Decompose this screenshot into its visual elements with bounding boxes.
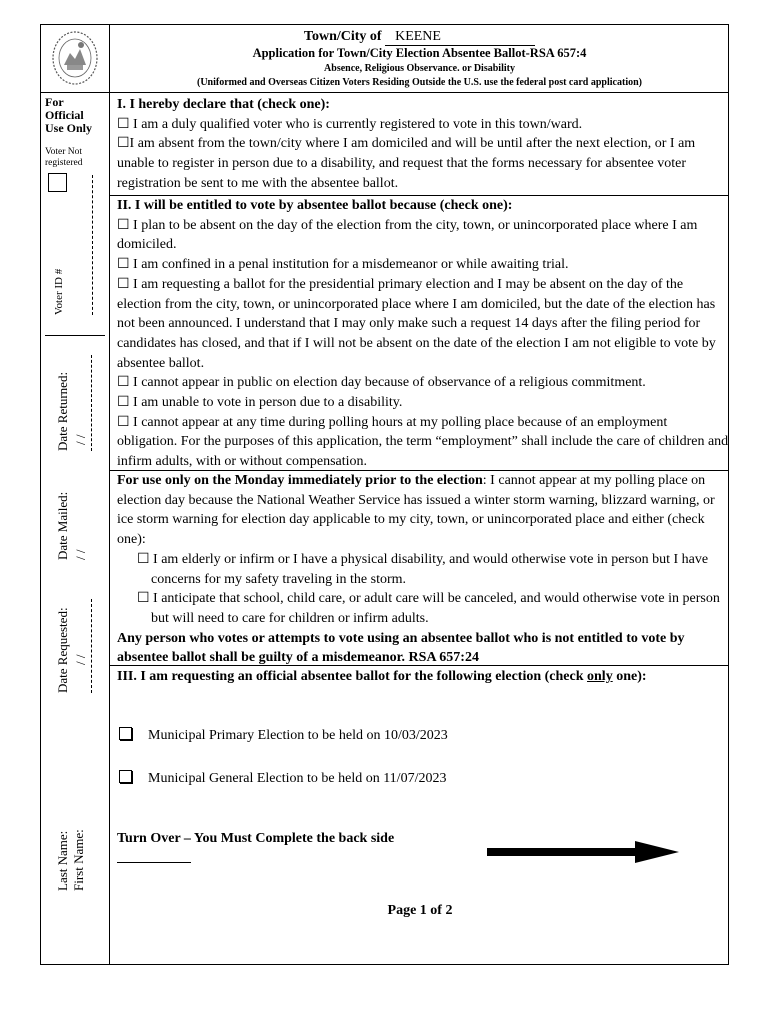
section-3-heading-only: only — [587, 669, 613, 684]
election-primary-label: Municipal Primary Election to be held on 10/03/2023 — [148, 728, 448, 743]
section-2-heading: II. I will be entitled to vote by absentee ballot because (check one): — [117, 198, 513, 213]
date-requested-dashline — [91, 599, 93, 693]
turn-over-note: Turn Over – You Must Complete the back side — [117, 831, 395, 846]
election-primary-row[interactable] — [119, 727, 448, 744]
application-form — [40, 24, 729, 965]
official-use-line3: Use Only — [45, 121, 93, 135]
form-subtitle: Application for Town/City Election Absentee Ballot-RSA 657:4 — [252, 46, 587, 60]
weather-rule — [110, 665, 728, 666]
uocava-note: (Uniformed and Overseas Citizen Voters Residing Outside the U.S. use the federal post card application) — [197, 77, 642, 88]
voter-not-line1: Voter Not — [45, 147, 83, 157]
form-reasons: Absence, Religious Observance. or Disability — [324, 63, 515, 74]
town-name-field[interactable]: KEENE — [385, 29, 535, 46]
voter-not-registered-label — [45, 147, 107, 169]
voter-id-rule — [45, 335, 105, 336]
section-3-heading-b: one): — [612, 669, 647, 684]
section-1 — [117, 95, 729, 194]
weather-section — [117, 471, 729, 668]
misdemeanor-warning: Any person who votes or attempts to vote using an absentee ballot who is not entitled to vote by absentee ballot shall be guilty of a misdemeanor. RSA 657:24 — [117, 630, 685, 666]
date-mailed-label: Date Mailed: — [55, 491, 70, 560]
section-2-option-presidential[interactable]: ☐ I am requesting a ballot for the presidential primary election and I may be absent on the day of the election from the city, town, or unincorporated place where I am domiciled, but the date of the election has not been announced. I understand that I may only make such a request 14 days after the filing period for candidates has closed, and that if I will not be absent on the date of the election I am not eligible to vote by absentee ballot. — [117, 276, 716, 371]
voter-not-registered-checkbox[interactable] — [48, 173, 67, 192]
section-2 — [117, 196, 729, 472]
election-primary-checkbox[interactable] — [119, 727, 132, 740]
section-1-option-absent[interactable]: ☐I am absent from the town/city where I am domiciled and will be until after the next election, or I am unable to register in person due to a disability, and request that the forms necessary for absentee voter registration be sent to me with the absentee ballot. — [117, 136, 696, 191]
right-arrow-icon — [487, 841, 679, 863]
election-general-checkbox[interactable] — [119, 770, 132, 783]
weather-option-care[interactable]: ☐ I anticipate that school, child care, or adult care will be canceled, and would otherwise vote in person but will need to care for children or infirm adults. — [137, 591, 720, 626]
header-rule — [41, 92, 728, 93]
title-prefix: Town/City of — [303, 29, 382, 44]
voter-id-label: Voter ID # — [53, 268, 65, 315]
section-3 — [117, 667, 729, 687]
section-2-option-disability[interactable]: ☐ I am unable to vote in person due to a disability. — [117, 395, 403, 411]
date-returned-label: Date Returned: — [55, 371, 70, 451]
turn-over-underline — [117, 862, 191, 863]
election-general-row[interactable] — [119, 770, 446, 787]
date-returned-slashes: / / — [73, 434, 88, 445]
election-general-label: Municipal General Election to be held on 11/07/2023 — [148, 771, 447, 786]
form-title — [110, 29, 729, 46]
section-2-option-religious[interactable]: ☐ I cannot appear in public on election day because of observance of a religious commitment. — [117, 375, 646, 391]
voter-not-line2: registered — [45, 158, 83, 168]
weather-lead-rest: : I cannot appear at my polling place on election day because the National Weather Service has issued a winter storm warning, blizzard warning, or ice storm warning for election day applicable to my city, town, or unincorporated place and either (check one): — [117, 473, 715, 548]
page-number: Page 1 of 2 — [387, 903, 453, 918]
date-requested-slashes: / / — [73, 654, 88, 665]
official-use-title — [45, 96, 107, 135]
section-3-heading — [117, 667, 729, 687]
voter-id-dashline — [92, 175, 94, 315]
section-2-option-confined[interactable]: ☐ I am confined in a penal institution for a misdemeanor or while awaiting trial. — [117, 257, 569, 273]
section-3-heading-a: III. I am requesting an official absentee ballot for the following election (check — [117, 669, 588, 684]
section-1-heading: I. I hereby declare that (check one): — [117, 97, 330, 112]
last-name-label: Last Name: — [55, 830, 70, 891]
date-returned-dashline — [91, 355, 93, 451]
date-mailed-slashes: / / — [73, 549, 88, 560]
section-2-option-absent[interactable]: ☐ I plan to be absent on the day of the election from the city, town, or unincorporated place where I am domiciled. — [117, 217, 698, 253]
section-1-option-registered[interactable]: ☐ I am a duly qualified voter who is currently registered to vote in this town/ward. — [117, 116, 583, 132]
official-use-line2: Official — [45, 108, 84, 122]
weather-lead-bold: For use only on the Monday immediately prior to the election — [117, 473, 483, 488]
city-seal-icon — [50, 29, 100, 87]
section-2-option-employment[interactable]: ☐ I cannot appear at any time during polling hours at my polling place because of an employment obligation. For the purposes of this application, the term “employment” shall include the care of children and infirm adults, with or without compensation. — [117, 414, 729, 470]
weather-option-elderly[interactable]: ☐ I am elderly or infirm or I have a physical disability, and would otherwise vote in person but I have concerns for my safety traveling in the storm. — [137, 551, 709, 587]
official-use-line1: For — [45, 95, 64, 109]
column-divider — [109, 25, 110, 964]
weather-lead — [117, 471, 729, 550]
first-name-label: First Name: — [71, 829, 86, 891]
date-requested-label: Date Requested: — [55, 607, 70, 693]
